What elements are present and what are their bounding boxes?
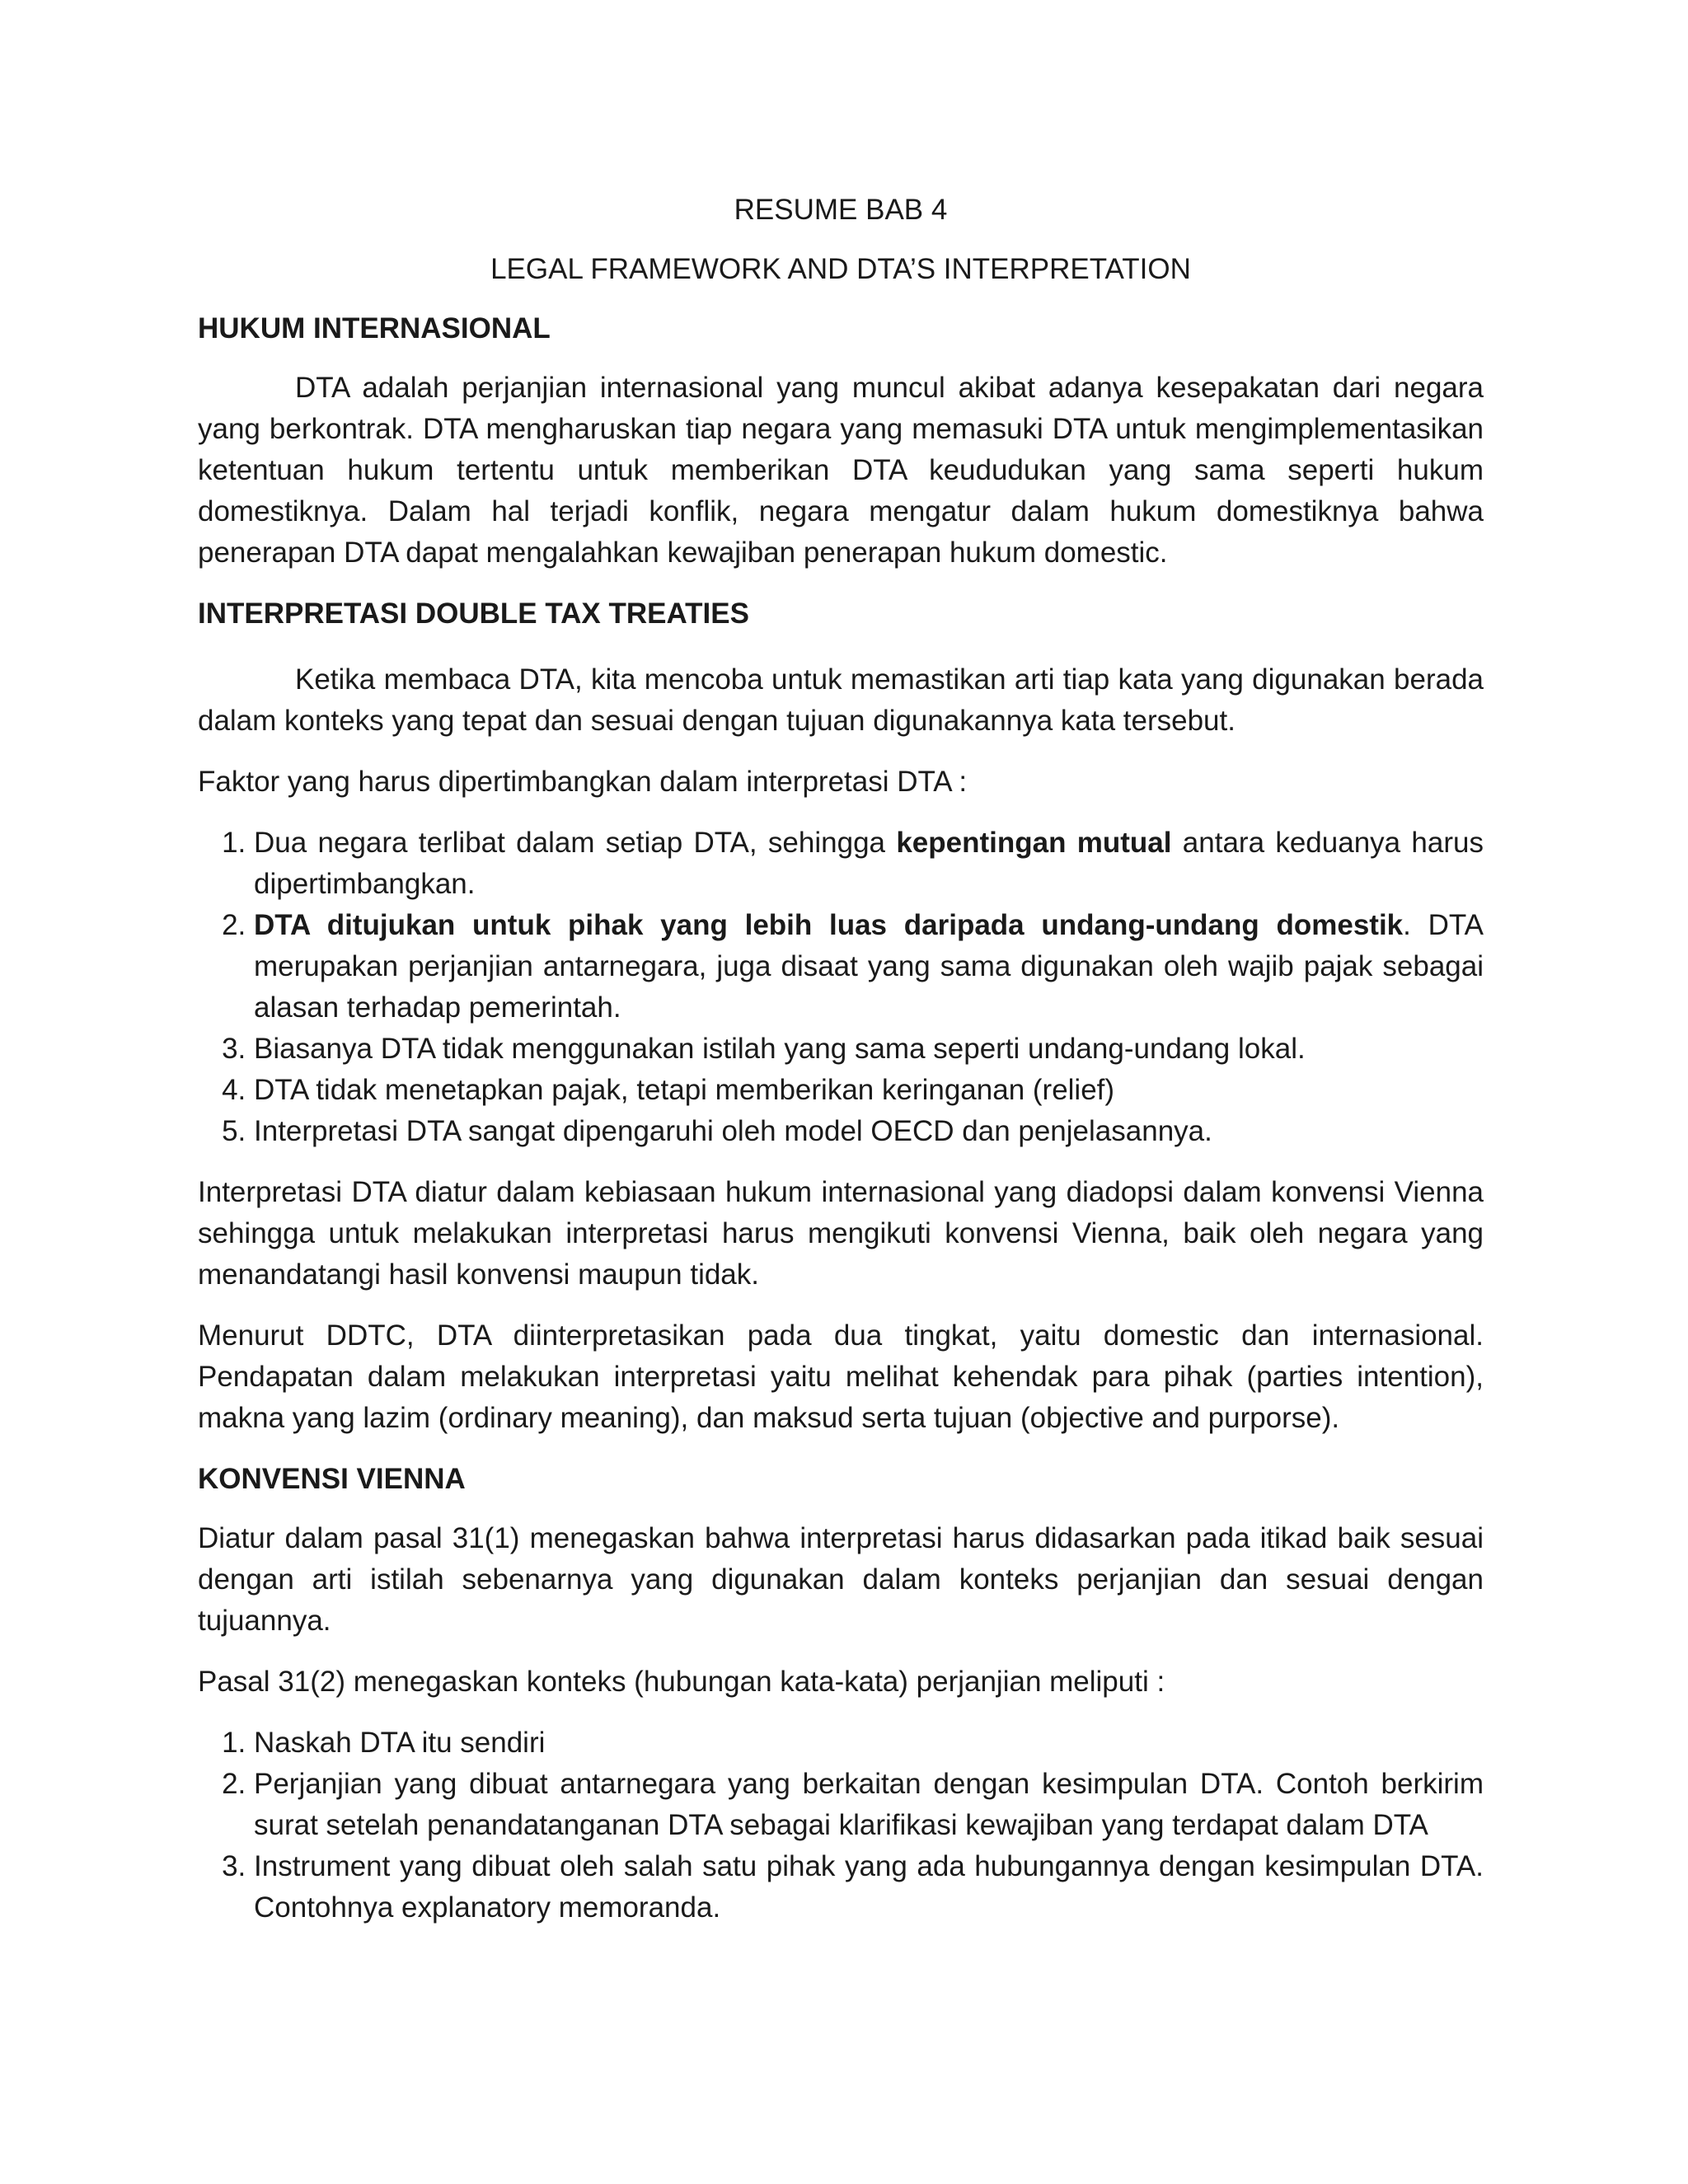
document-subtitle: LEGAL FRAMEWORK AND DTA’S INTERPRETATION: [490, 253, 1191, 285]
paragraph-hukum-1: DTA adalah perjanjian internasional yang muncul akibat adanya kesepakatan dari negara yang berkontrak. DTA mengharuskan tiap negara yang memasuki DTA untuk mengimplementasikan ketentuan hukum tertentu untuk memberikan DTA keududukan yang sama seperti hukum domestiknya. Dalam hal terjadi konflik, negara mengatur dalam hukum domestiknya bahwa penerapan DTA dapat mengalahkan kewajiban penerapan hukum domestic.: [198, 372, 1484, 569]
paragraph-interpretasi-2: Faktor yang harus dipertimbangkan dalam interpretasi DTA :: [198, 766, 968, 798]
heading-hukum-internasional: HUKUM INTERNASIONAL: [198, 312, 551, 344]
list-item-text: . DTA merupakan perjanjian antarnegara, juga disaat yang sama digunakan oleh wajib pajak sebagai alasan terhadap pemerintah.: [254, 909, 1484, 1024]
document-page: [198, 190, 1484, 1948]
list-item: 5. Interpretasi DTA sangat dipengaruhi oleh model OECD dan penjelasannya.: [254, 1111, 1484, 1152]
paragraph-vienna-2: Pasal 31(2) menegaskan konteks (hubungan kata-kata) perjanjian meliputi :: [198, 1666, 1165, 1698]
list-item-text: Dua negara terlibat dalam setiap DTA, sehingga: [254, 827, 897, 859]
list-item: [254, 823, 1484, 905]
list-item: 3. Instrument yang dibuat oleh salah satu pihak yang ada hubungannya dengan kesimpulan DTA. Contohnya explanatory memoranda.: [254, 1846, 1484, 1929]
paragraph-interpretasi-3: Interpretasi DTA diatur dalam kebiasaan hukum internasional yang diadopsi dalam konvensi Vienna sehingga untuk melakukan interpretasi harus mengikuti konvensi Vienna, baik oleh negara yang menandatangi hasil konvensi maupun tidak.: [198, 1176, 1484, 1291]
list-item: 3. Biasanya DTA tidak menggunakan istilah yang sama seperti undang-undang lokal.: [254, 1029, 1484, 1070]
paragraph-interpretasi-4: Menurut DDTC, DTA diinterpretasikan pada dua tingkat, yaitu domestic dan internasional. Pendapatan dalam melakukan interpretasi yaitu melihat kehendak para pihak (parties intention), makna yang lazim (ordinary meaning), dan maksud serta tujuan (objective and purporse).: [198, 1319, 1484, 1434]
list-item: 4. DTA tidak menetapkan pajak, tetapi memberikan keringanan (relief): [254, 1070, 1484, 1111]
list-item-bold-text: kepentingan mutual: [896, 827, 1172, 859]
paragraph-vienna-1: Diatur dalam pasal 31(1) menegaskan bahwa interpretasi harus didasarkan pada itikad baik sesuai dengan arti istilah sebenarnya yang digunakan dalam konteks perjanjian dan sesuai dengan tujuannya.: [198, 1522, 1484, 1637]
list-konteks-perjanjian: [198, 1722, 1484, 1929]
list-item: [254, 905, 1484, 1029]
document-title: RESUME BAB 4: [734, 194, 948, 226]
heading-interpretasi: INTERPRETASI DOUBLE TAX TREATIES: [198, 598, 749, 630]
paragraph-interpretasi-1: Ketika membaca DTA, kita mencoba untuk memastikan arti tiap kata yang digunakan berada dalam konteks yang tepat dan sesuai dengan tujuan digunakannya kata tersebut.: [198, 663, 1484, 737]
list-faktor-interpretasi: [198, 823, 1484, 1152]
list-item-bold-text: DTA ditujukan untuk pihak yang lebih luas daripada undang-undang domestik: [254, 909, 1404, 941]
list-item: 1. Naskah DTA itu sendiri: [254, 1722, 1484, 1764]
list-item: 2. Perjanjian yang dibuat antarnegara yang berkaitan dengan kesimpulan DTA. Contoh berkirim surat setelah penandatanganan DTA sebagai klarifikasi kewajiban yang terdapat dalam DTA: [254, 1764, 1484, 1846]
heading-konvensi-vienna: KONVENSI VIENNA: [198, 1463, 466, 1495]
list-item-text: antara keduanya harus dipertimbangkan.: [254, 827, 1484, 900]
